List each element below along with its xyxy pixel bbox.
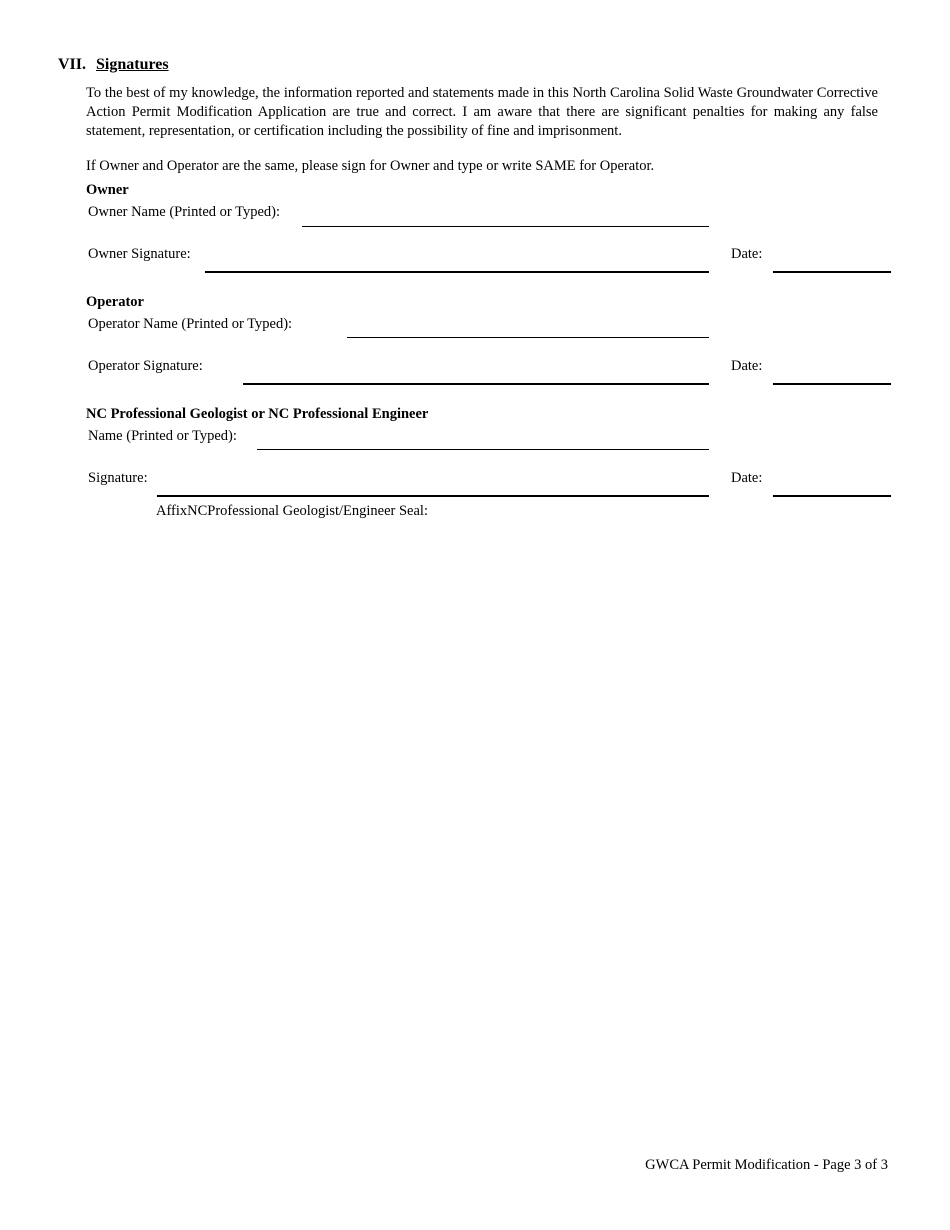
certification-statement: To the best of my knowledge, the information reported and statements made in this North Carolina Solid Waste Groundwater Corrective Action Permit Modification Application are true and correct. I am aware that there are significant penalties for making any false statement, representation, or certification including the possibility of fine and imprisonment. — [86, 85, 878, 139]
operator-signature-field[interactable] — [243, 383, 709, 385]
operator-date-label: Date: — [731, 358, 763, 374]
professional-date-field[interactable] — [773, 495, 891, 497]
seal-label: AffixNCProfessional Geologist/Engineer Seal: — [156, 503, 428, 519]
professional-date-label: Date: — [731, 470, 763, 486]
owner-name-label: Owner Name (Printed or Typed): — [88, 204, 280, 220]
professional-name-field[interactable] — [257, 449, 709, 450]
professional-signature-label: Signature: — [88, 470, 148, 486]
owner-heading: Owner — [86, 182, 129, 198]
owner-date-label: Date: — [731, 246, 763, 262]
owner-signature-field[interactable] — [205, 271, 709, 273]
professional-name-label: Name (Printed or Typed): — [88, 428, 237, 444]
professional-heading: NC Professional Geologist or NC Professional Engineer — [86, 406, 429, 422]
signing-instruction: If Owner and Operator are the same, please sign for Owner and type or write SAME for Operator. — [86, 158, 655, 174]
page-footer: GWCA Permit Modification - Page 3 of 3 — [645, 1157, 888, 1173]
section-number: VII. — [58, 56, 87, 73]
operator-date-field[interactable] — [773, 383, 891, 385]
owner-date-field[interactable] — [773, 271, 891, 273]
operator-name-label: Operator Name (Printed or Typed): — [88, 316, 293, 332]
operator-name-field[interactable] — [347, 337, 709, 338]
operator-heading: Operator — [86, 294, 144, 310]
operator-signature-label: Operator Signature: — [88, 358, 203, 374]
owner-signature-label: Owner Signature: — [88, 246, 191, 262]
professional-signature-field[interactable] — [157, 495, 709, 497]
owner-name-field[interactable] — [302, 226, 709, 227]
section-title: Signatures — [96, 56, 169, 73]
